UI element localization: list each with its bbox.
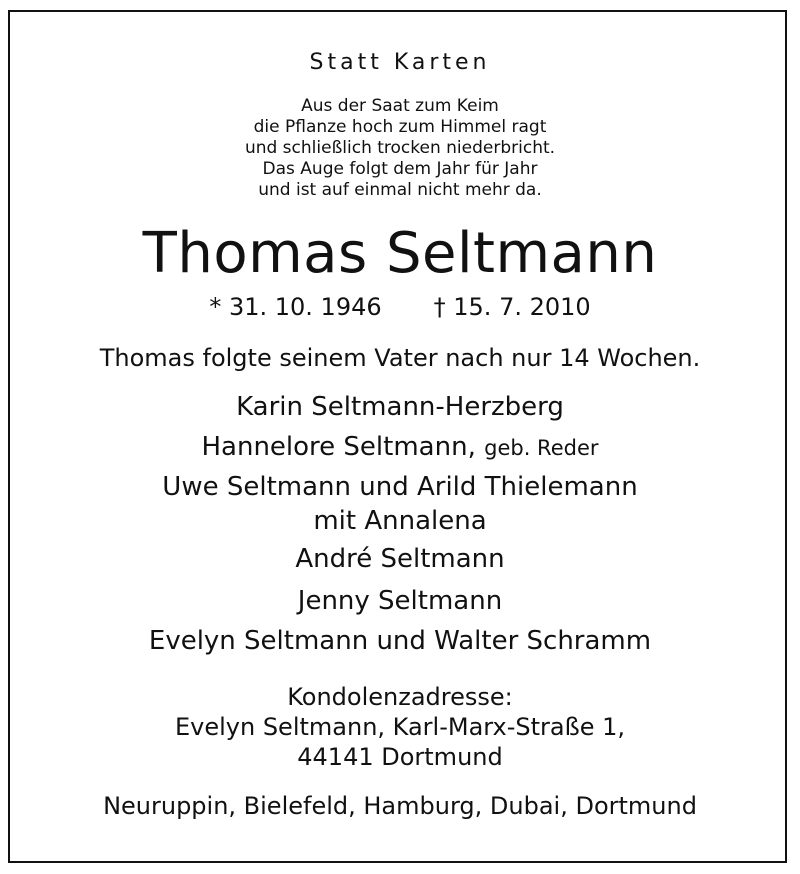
poem-line: Aus der Saat zum Keim <box>301 96 499 116</box>
death-date: † 15. 7. 2010 <box>433 293 591 321</box>
family-member: mit Annalena <box>313 506 487 536</box>
poem-line: und schließlich trocken niederbricht. <box>244 138 556 158</box>
poem <box>0 96 800 201</box>
poem-line: und ist auf einmal nicht mehr da. <box>258 180 542 200</box>
note-text: Thomas folgte seinem Vater nach nur 14 Wochen. <box>99 344 701 372</box>
family-member <box>0 434 800 460</box>
family-member: Jenny Seltmann <box>297 586 503 616</box>
family-member-maiden-name: geb. Reder <box>484 436 599 460</box>
address-label: Kondolenzadresse: <box>287 683 513 711</box>
family-member: Evelyn Seltmann und Walter Schramm <box>148 626 652 656</box>
address-street: Evelyn Seltmann, Karl-Marx-Straße 1, <box>174 713 626 741</box>
header-text: Statt Karten <box>309 50 491 75</box>
poem-line: die Pflanze hoch zum Himmel ragt <box>253 117 547 137</box>
deceased-name: Thomas Seltmann <box>142 221 658 286</box>
poem-line: Das Auge folgt dem Jahr für Jahr <box>262 159 538 179</box>
places-line: Neuruppin, Bielefeld, Hamburg, Dubai, Dortmund <box>103 792 697 820</box>
address-city: 44141 Dortmund <box>297 743 503 771</box>
life-dates <box>0 295 800 319</box>
family-member: Uwe Seltmann und Arild Thielemann <box>162 472 638 502</box>
family-member-name: Hannelore Seltmann, <box>201 432 476 462</box>
family-member: André Seltmann <box>295 544 505 574</box>
birth-date: * 31. 10. 1946 <box>209 293 382 321</box>
family-member: Karin Seltmann-Herzberg <box>236 392 564 422</box>
